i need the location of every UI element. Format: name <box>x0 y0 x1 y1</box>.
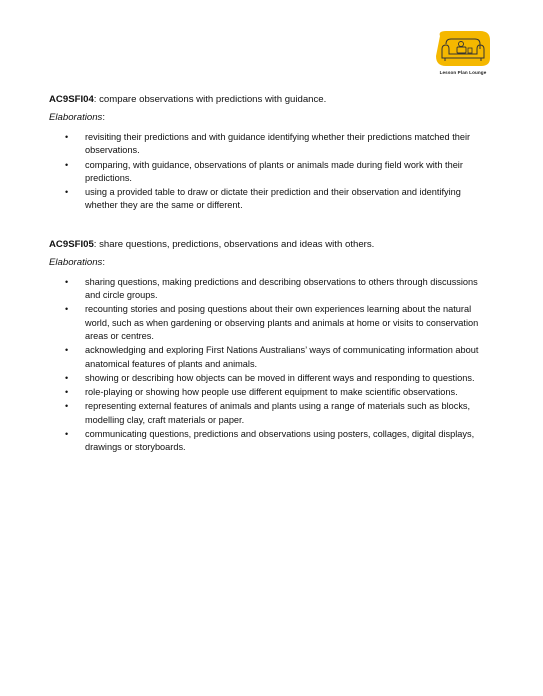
section-ac9sfi04 <box>49 93 499 213</box>
list-item: • representing external features of animals and plants using a range of materials such as blocks, modelling clay, craft materials or paper. <box>65 401 471 425</box>
bullet-icon: • <box>65 304 69 315</box>
elaborations-label: Elaborations: <box>49 256 106 268</box>
list-item: • using a provided table to draw or dictate their prediction and their observation and identifying whether they are the same or different. <box>65 187 461 211</box>
bullet-icon: • <box>65 401 69 412</box>
list-item: • showing or describing how objects can be moved in different ways and responding to questions. <box>49 372 490 385</box>
list-item: • revisiting their predictions and with guidance identifying whether their predictions matched their observations. <box>65 132 471 156</box>
curriculum-code: AC9SFI05 <box>49 238 94 250</box>
lesson-plan-lounge-logo <box>430 30 496 80</box>
list-item: • recounting stories and posing questions about their own experiences learning about the natural world, such as when gardening or observing plants and animals at home or visits to conservation areas or centres. <box>65 304 479 341</box>
bullet-icon: • <box>65 429 69 440</box>
list-item: • communicating questions, predictions and observations using posters, collages, digital displays, drawings or storyboards. <box>65 429 475 453</box>
bullet-icon: • <box>65 387 69 398</box>
curriculum-description: : share questions, predictions, observations and ideas with others. <box>93 238 375 250</box>
bullet-icon: • <box>65 187 69 198</box>
list-item: • sharing questions, making predictions and describing observations to others through discussions and circle groups. <box>65 276 478 301</box>
bullet-icon: • <box>65 132 69 142</box>
sofa-logo-icon <box>434 30 492 68</box>
bullet-icon: • <box>65 276 69 287</box>
section-heading <box>49 93 499 106</box>
bullet-icon: • <box>65 159 69 170</box>
section-heading <box>49 238 499 251</box>
curriculum-description: : compare observations with predictions with guidance. <box>93 94 327 105</box>
list-item: • comparing, with guidance, observations of plants or animals made during field work with their predictions. <box>65 159 463 183</box>
elaborations-list <box>49 131 499 213</box>
elaborations-list <box>49 276 499 455</box>
list-item: • role-playing or showing how people use different equipment to make scientific observations. <box>49 386 490 399</box>
bullet-icon: • <box>65 345 69 356</box>
list-item: • acknowledging and exploring First Nations Australians’ ways of communicating information about anatomical features of plants and animals. <box>65 345 479 369</box>
document-content <box>49 93 499 456</box>
elaborations-label: Elaborations: <box>49 112 106 123</box>
section-ac9sfi05 <box>49 238 499 455</box>
logo-text: Lesson Plan Lounge <box>439 70 487 75</box>
curriculum-code: AC9SFI04 <box>49 94 94 105</box>
bullet-icon: • <box>65 372 69 383</box>
